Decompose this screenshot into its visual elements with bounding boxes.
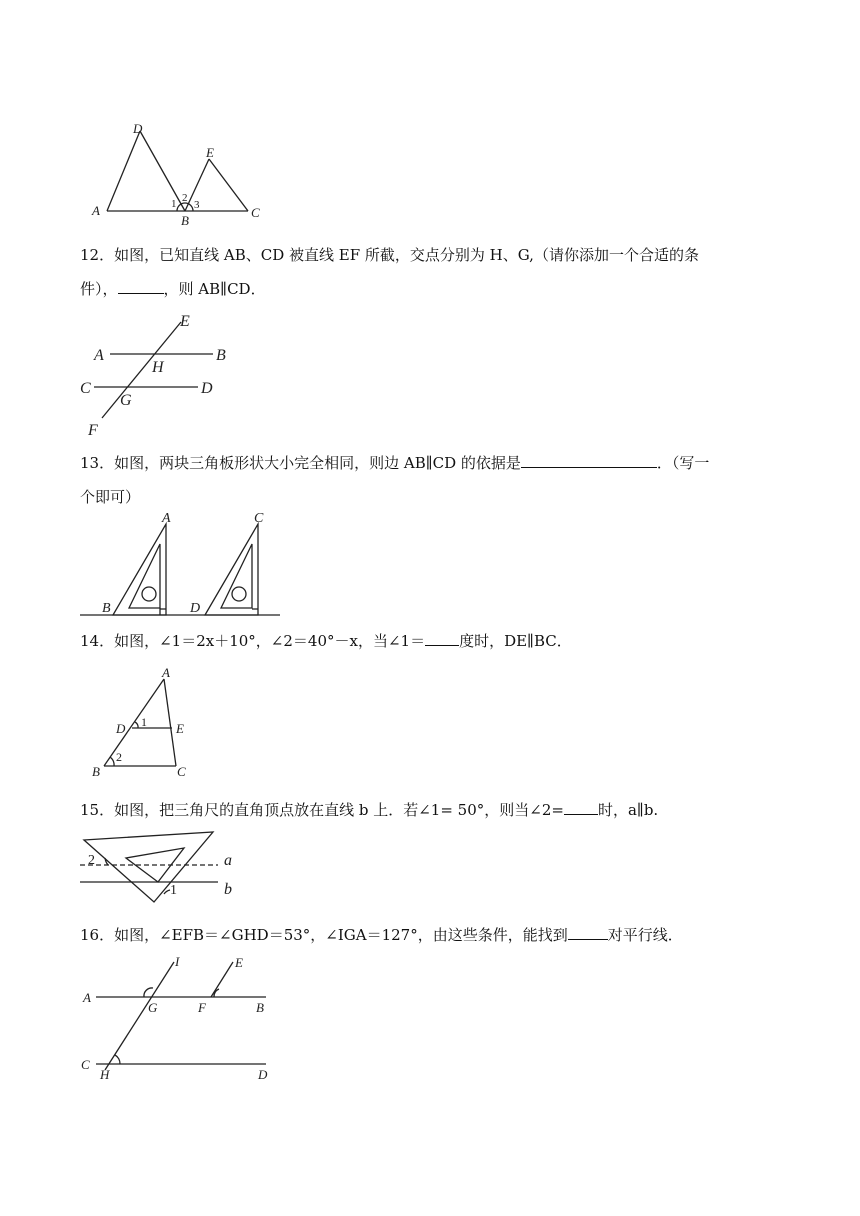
q16-text-before: 如图，∠EFB＝∠GHD＝53°，∠IGA＝127°，由这些条件，能找到 <box>114 926 568 944</box>
question-16 <box>80 918 780 952</box>
angle-3: 3 <box>194 199 200 211</box>
label-b: B <box>102 601 111 616</box>
label-c: C <box>177 764 186 779</box>
label-h: H <box>152 359 164 376</box>
label-a: A <box>162 511 171 526</box>
q16-answer-blank[interactable] <box>568 923 608 940</box>
question-14 <box>80 624 780 658</box>
q13-answer-blank[interactable] <box>521 451 657 468</box>
label-c: C <box>254 511 264 526</box>
label-e: E <box>235 955 243 970</box>
label-e: E <box>206 145 214 160</box>
q14-text-after: 度时，DE∥BC． <box>459 632 572 650</box>
q15-text-before: 如图，把三角尺的直角顶点放在直线 b 上．若∠1= 50°，则当∠2= <box>114 801 564 819</box>
q12-number: 12． <box>80 246 115 264</box>
q12-line2-after: ，则 AB∥CD． <box>163 280 266 298</box>
label-c: C <box>81 1057 90 1072</box>
label-a: A <box>92 203 100 218</box>
q12-line2-before: 件）， <box>80 280 118 298</box>
triangle-rulers-figure-13 <box>78 508 288 623</box>
label-b: B <box>92 764 100 779</box>
parallel-lines-figure-16 <box>78 952 278 1084</box>
angle-1: 1 <box>170 883 177 898</box>
q12-line1: 如图，已知直线 AB、CD 被直线 EF 所截，交点分别为 H、G,（请你添加一个合适的条 <box>114 246 699 264</box>
triangle-figure-top <box>85 115 275 230</box>
angle-1: 1 <box>141 715 147 729</box>
q13-line2: 个即可） <box>80 488 141 506</box>
label-d: D <box>116 721 126 736</box>
label-f: F <box>198 1000 206 1015</box>
label-d: D <box>258 1067 268 1082</box>
label-c: C <box>251 205 260 220</box>
question-15 <box>80 793 780 827</box>
label-g: G <box>120 392 132 409</box>
q15-text-after: 时，a∥b. <box>597 801 659 819</box>
label-i: I <box>175 954 180 969</box>
angle-2: 2 <box>116 750 122 764</box>
label-e: E <box>176 721 184 736</box>
label-b: B <box>216 347 226 364</box>
label-a: a <box>224 852 232 869</box>
label-d: D <box>190 601 201 616</box>
question-12 <box>80 238 780 306</box>
label-c: C <box>80 380 91 397</box>
q16-number: 16． <box>80 926 115 944</box>
triangle-figure-14 <box>86 665 206 780</box>
label-b: B <box>256 1000 264 1015</box>
q14-text-before: 如图，∠1＝2x＋10°，∠2＝40°－x，当∠1＝ <box>114 632 426 650</box>
label-f: F <box>88 422 98 439</box>
q15-number: 15． <box>80 801 115 819</box>
label-d: D <box>201 380 213 397</box>
angle-2: 2 <box>88 853 95 868</box>
q13-line1-after: ．（写一 <box>656 454 710 472</box>
q13-line1-before: 如图，两块三角板形状大小完全相同，则边 AB∥CD 的依据是 <box>114 454 521 472</box>
label-a: A <box>94 347 104 364</box>
q15-answer-blank[interactable] <box>564 798 598 815</box>
parallel-lines-figure-12 <box>78 310 248 440</box>
label-b: B <box>181 213 189 228</box>
q12-answer-blank[interactable] <box>118 277 164 294</box>
label-h: H <box>100 1067 110 1082</box>
label-d: D <box>133 121 143 136</box>
q16-text-after: 对平行线． <box>607 926 683 944</box>
angle-1: 1 <box>171 198 177 210</box>
question-13 <box>80 446 780 514</box>
label-g: G <box>148 1000 158 1015</box>
label-a: A <box>162 665 170 680</box>
q13-number: 13． <box>80 454 115 472</box>
q14-answer-blank[interactable] <box>425 629 459 646</box>
label-e: E <box>180 313 190 330</box>
label-a: A <box>83 990 91 1005</box>
set-square-figure-15 <box>78 830 248 908</box>
q14-number: 14． <box>80 632 115 650</box>
label-b: b <box>224 881 232 898</box>
angle-2: 2 <box>182 192 188 204</box>
